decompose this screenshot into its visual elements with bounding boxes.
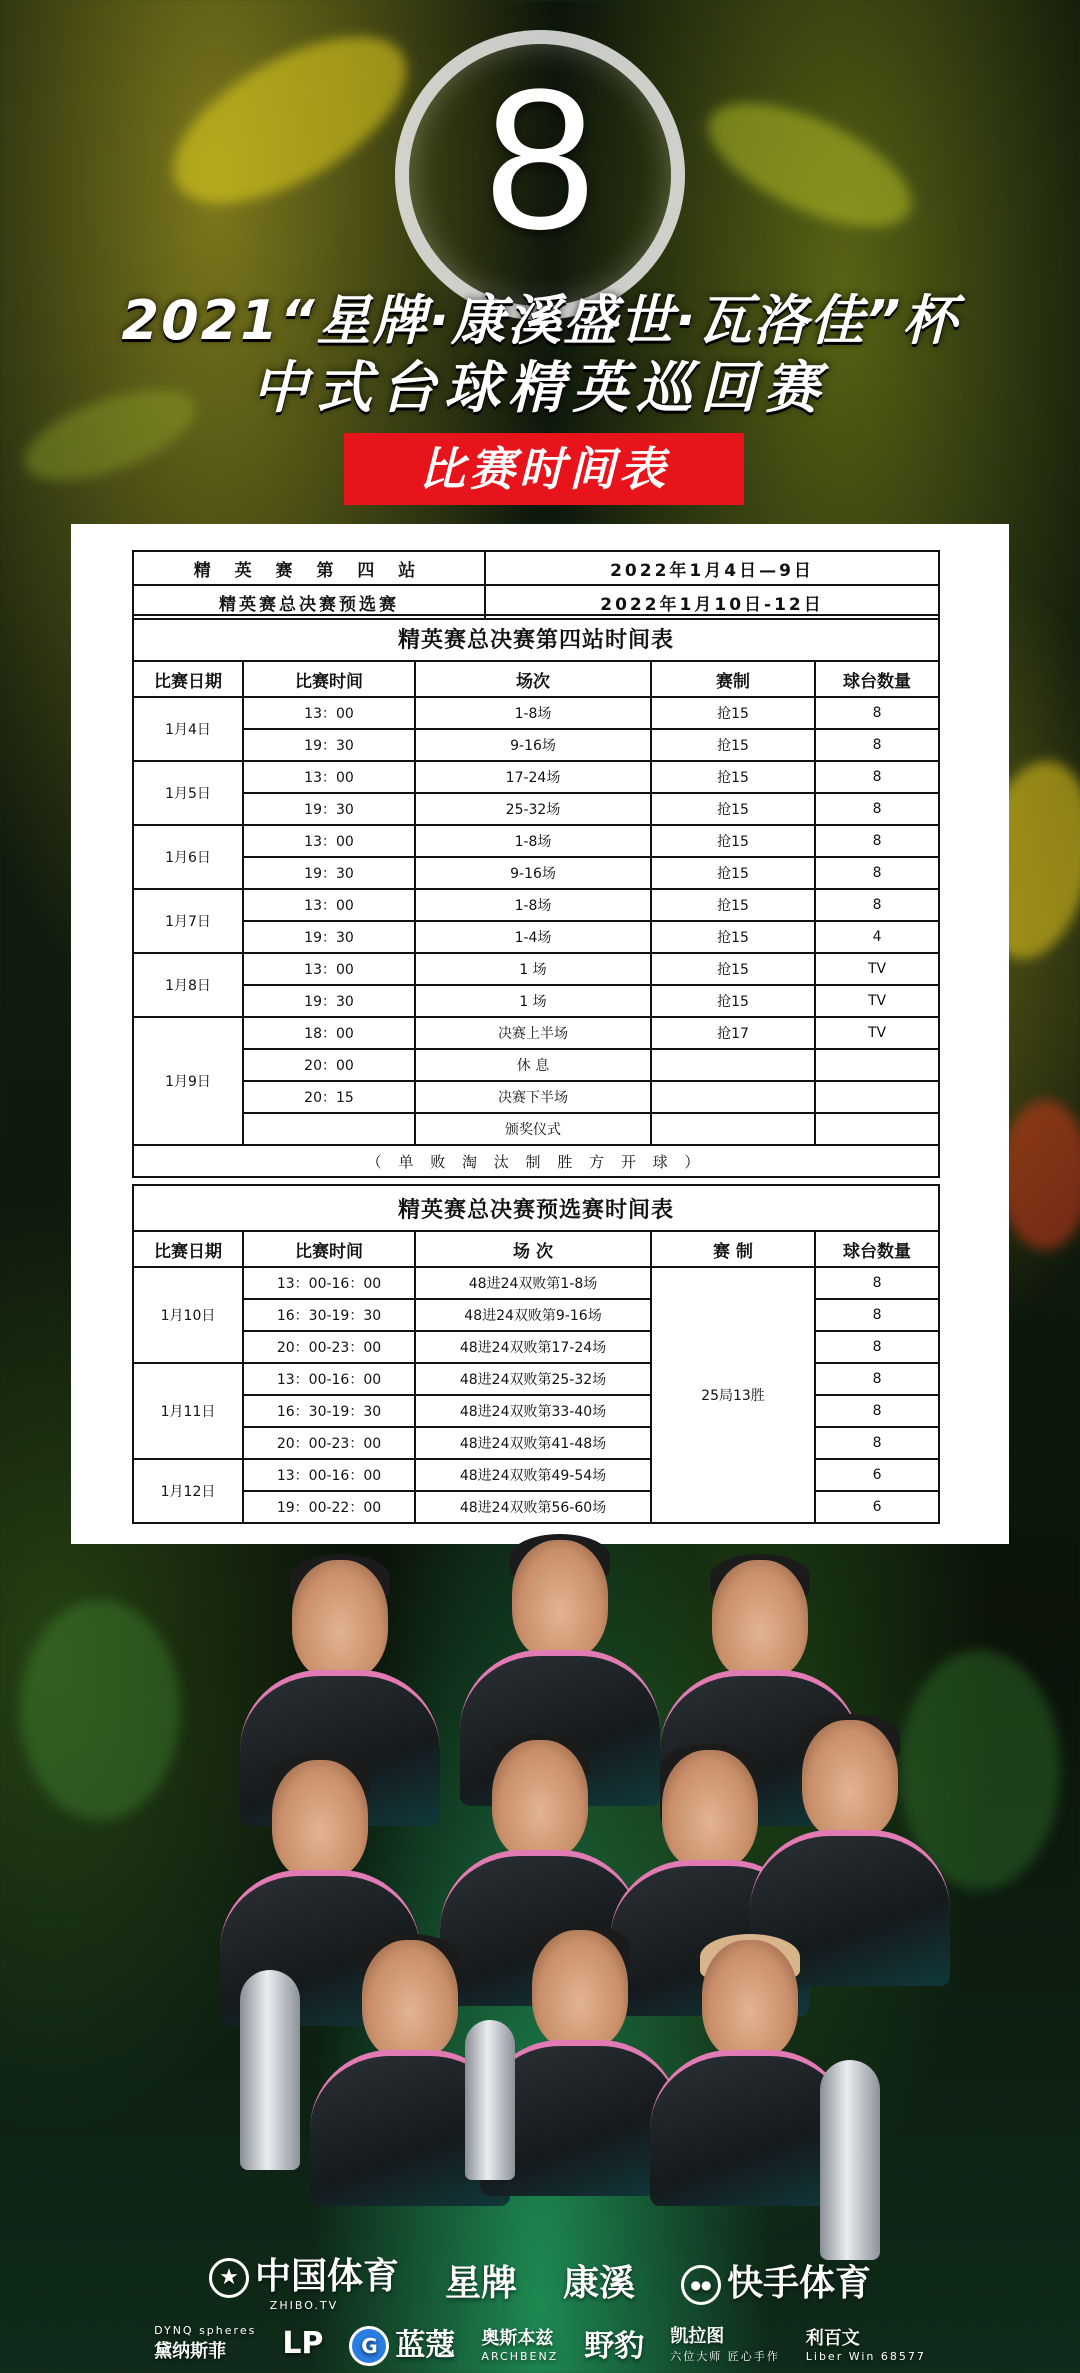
main-schedule-table xyxy=(132,614,940,1178)
match-time: 19：30 xyxy=(243,793,415,825)
table-count: 8 xyxy=(815,1427,939,1459)
pre-schedule-title-row xyxy=(133,1185,939,1231)
match-date: 1月10日 xyxy=(133,1267,243,1363)
match-time: 20：15 xyxy=(243,1081,415,1113)
summary-table xyxy=(132,550,940,620)
bg-streak xyxy=(20,1600,180,1820)
sponsor-row-primary xyxy=(0,2250,1080,2310)
table-count: 8 xyxy=(815,761,939,793)
table-count: 8 xyxy=(815,825,939,857)
summary-row xyxy=(133,551,939,585)
g-icon xyxy=(349,2326,389,2366)
table-row xyxy=(133,825,939,857)
schedule-banner: 比赛时间表 xyxy=(344,433,744,505)
match-time: 13：00 xyxy=(243,761,415,793)
schedule-card xyxy=(71,524,1009,1544)
bg-streak xyxy=(691,78,928,253)
table-count: TV xyxy=(815,1017,939,1049)
rules-note-row xyxy=(133,1145,939,1177)
kuaishou-icon xyxy=(681,2265,721,2305)
match-date: 1月8日 xyxy=(133,953,243,1017)
trophy-icon xyxy=(240,1970,300,2170)
sponsor-liberwin: 利百文 Liber Win 68577 xyxy=(805,2327,926,2363)
sponsor-archbenz: 奥斯本兹 ARCHBENZ xyxy=(481,2327,559,2363)
match-date: 1月9日 xyxy=(133,1017,243,1145)
column-header: 球台数量 xyxy=(815,1231,939,1267)
table-row xyxy=(133,1017,939,1049)
table-count: 6 xyxy=(815,1459,939,1491)
match-round: 决赛上半场 xyxy=(415,1017,651,1049)
table-count xyxy=(815,1081,939,1113)
sponsor-row-secondary xyxy=(0,2318,1080,2368)
match-format: 抢15 xyxy=(651,857,815,889)
match-format: 抢15 xyxy=(651,889,815,921)
table-row xyxy=(133,1363,939,1395)
match-time: 13：00-16：00 xyxy=(243,1267,415,1299)
table-count: 8 xyxy=(815,1363,939,1395)
match-round: 1-8场 xyxy=(415,825,651,857)
table-count: 4 xyxy=(815,921,939,953)
table-count: 8 xyxy=(815,1395,939,1427)
table-row xyxy=(133,953,939,985)
table-row xyxy=(133,921,939,953)
column-header: 场 次 xyxy=(415,1231,651,1267)
match-time xyxy=(243,1113,415,1145)
table-row xyxy=(133,1081,939,1113)
table-count: 8 xyxy=(815,1331,939,1363)
match-time: 19：00-22：00 xyxy=(243,1491,415,1523)
summary-value: 2022年1月4日—9日 xyxy=(485,551,939,585)
match-time: 13：00 xyxy=(243,825,415,857)
match-time: 13：00-16：00 xyxy=(243,1363,415,1395)
match-time: 19：30 xyxy=(243,729,415,761)
match-format: 抢15 xyxy=(651,953,815,985)
sponsor-lankou: G 蓝蔻 xyxy=(349,2320,455,2367)
main-schedule-title: 精英赛总决赛第四站时间表 xyxy=(133,615,939,661)
column-header: 赛 制 xyxy=(651,1231,815,1267)
match-format: 抢15 xyxy=(651,697,815,729)
table-row xyxy=(133,1113,939,1145)
table-count: 8 xyxy=(815,729,939,761)
table-header-row xyxy=(133,661,939,697)
match-round: 1 场 xyxy=(415,985,651,1017)
table-count: 8 xyxy=(815,697,939,729)
match-date: 1月5日 xyxy=(133,761,243,825)
table-row xyxy=(133,1491,939,1523)
title-line-1: 2021“星牌·康溪盛世·瓦洛佳”杯 xyxy=(121,289,959,352)
table-row xyxy=(133,1049,939,1081)
table-count: 8 xyxy=(815,889,939,921)
match-date: 1月11日 xyxy=(133,1363,243,1459)
match-round: 17-24场 xyxy=(415,761,651,793)
match-round: 48进24双败第49-54场 xyxy=(415,1459,651,1491)
match-format xyxy=(651,1081,815,1113)
table-row xyxy=(133,1395,939,1427)
match-date: 1月12日 xyxy=(133,1459,243,1523)
match-round: 颁奖仪式 xyxy=(415,1113,651,1145)
match-time: 20：00-23：00 xyxy=(243,1427,415,1459)
pre-schedule-title: 精英赛总决赛预选赛时间表 xyxy=(133,1185,939,1231)
table-row xyxy=(133,1331,939,1363)
summary-label: 精 英 赛 第 四 站 xyxy=(133,551,485,585)
column-header: 球台数量 xyxy=(815,661,939,697)
table-count: 8 xyxy=(815,857,939,889)
sponsor-kailatu: 凯拉图 六位大师 匠心手作 xyxy=(670,2326,780,2363)
table-row xyxy=(133,1459,939,1491)
match-format xyxy=(651,1113,815,1145)
match-round: 1 场 xyxy=(415,953,651,985)
match-round: 48进24双败第56-60场 xyxy=(415,1491,651,1523)
match-round: 48进24双败第33-40场 xyxy=(415,1395,651,1427)
column-header: 比赛时间 xyxy=(243,661,415,697)
table-row xyxy=(133,697,939,729)
column-header: 比赛日期 xyxy=(133,661,243,697)
ball-number: 8 xyxy=(484,48,596,271)
match-format: 抢15 xyxy=(651,985,815,1017)
summary-value: 2022年1月10日-12日 xyxy=(485,585,939,619)
main-schedule-title-row xyxy=(133,615,939,661)
match-format: 抢17 xyxy=(651,1017,815,1049)
sponsor-yebao: 野豹 xyxy=(584,2329,645,2364)
match-round: 9-16场 xyxy=(415,857,651,889)
match-time: 13：00 xyxy=(243,953,415,985)
match-date: 1月4日 xyxy=(133,697,243,761)
sponsor-kuaishou: ●● 快手体育 xyxy=(681,2255,871,2306)
column-header: 比赛时间 xyxy=(243,1231,415,1267)
column-header: 赛制 xyxy=(651,661,815,697)
table-count: 8 xyxy=(815,1267,939,1299)
table-row xyxy=(133,889,939,921)
table-count xyxy=(815,1113,939,1145)
match-round: 48进24双败第41-48场 xyxy=(415,1427,651,1459)
match-time: 19：30 xyxy=(243,857,415,889)
match-round: 1-8场 xyxy=(415,889,651,921)
table-row xyxy=(133,761,939,793)
table-count: 8 xyxy=(815,1299,939,1331)
match-format: 25局13胜 xyxy=(651,1267,815,1523)
table-count: TV xyxy=(815,985,939,1017)
column-header: 场次 xyxy=(415,661,651,697)
table-row xyxy=(133,793,939,825)
match-format xyxy=(651,1049,815,1081)
table-count: TV xyxy=(815,953,939,985)
match-time: 20：00-23：00 xyxy=(243,1331,415,1363)
sponsor-lp: LP xyxy=(282,2325,324,2361)
table-count: 6 xyxy=(815,1491,939,1523)
title-line-2: 中式台球精英巡回赛 xyxy=(252,356,828,421)
rules-note: （ 单 败 淘 汰 制 胜 方 开 球 ） xyxy=(133,1145,939,1177)
table-row xyxy=(133,1427,939,1459)
table-row xyxy=(133,729,939,761)
table-row xyxy=(133,985,939,1017)
sponsor-dynaspheres: DYNQ spheres 黛纳斯菲 xyxy=(154,2323,257,2362)
match-round: 休 息 xyxy=(415,1049,651,1081)
sponsor-kangxi: 康溪 xyxy=(563,2262,636,2304)
match-round: 48进24双败第17-24场 xyxy=(415,1331,651,1363)
bg-streak xyxy=(147,3,432,237)
sponsor-zhongguo-tiyu: ★中国体育 ZHIBO.TV xyxy=(209,2248,399,2312)
summary-label: 精英赛总决赛预选赛 xyxy=(133,585,485,619)
table-count: 8 xyxy=(815,793,939,825)
match-time: 16：30-19：30 xyxy=(243,1395,415,1427)
match-time: 20：00 xyxy=(243,1049,415,1081)
bg-streak xyxy=(1000,1100,1080,1250)
match-date: 1月6日 xyxy=(133,825,243,889)
table-count xyxy=(815,1049,939,1081)
match-format: 抢15 xyxy=(651,729,815,761)
match-date: 1月7日 xyxy=(133,889,243,953)
match-time: 18：00 xyxy=(243,1017,415,1049)
match-round: 1-8场 xyxy=(415,697,651,729)
match-time: 13：00 xyxy=(243,697,415,729)
table-row xyxy=(133,857,939,889)
match-time: 19：30 xyxy=(243,921,415,953)
preliminary-schedule-table xyxy=(132,1184,940,1524)
match-round: 48进24双败第9-16场 xyxy=(415,1299,651,1331)
match-round: 1-4场 xyxy=(415,921,651,953)
match-format: 抢15 xyxy=(651,825,815,857)
sponsor-xingpai: 星牌 xyxy=(444,2262,517,2304)
match-time: 13：00-16：00 xyxy=(243,1459,415,1491)
match-time: 16：30-19：30 xyxy=(243,1299,415,1331)
table-row xyxy=(133,1299,939,1331)
trophy-icon xyxy=(465,2020,515,2180)
table-header-row xyxy=(133,1231,939,1267)
match-round: 决赛下半场 xyxy=(415,1081,651,1113)
column-header: 比赛日期 xyxy=(133,1231,243,1267)
match-format: 抢15 xyxy=(651,761,815,793)
match-format: 抢15 xyxy=(651,793,815,825)
match-round: 48进24双败第1-8场 xyxy=(415,1267,651,1299)
players-photo xyxy=(210,1560,910,2200)
match-round: 48进24双败第25-32场 xyxy=(415,1363,651,1395)
match-time: 19：30 xyxy=(243,985,415,1017)
match-time: 13：00 xyxy=(243,889,415,921)
star-icon xyxy=(209,2258,249,2298)
match-format: 抢15 xyxy=(651,921,815,953)
match-round: 9-16场 xyxy=(415,729,651,761)
trophy-icon xyxy=(820,2060,880,2260)
table-row xyxy=(133,1267,939,1299)
match-round: 25-32场 xyxy=(415,793,651,825)
